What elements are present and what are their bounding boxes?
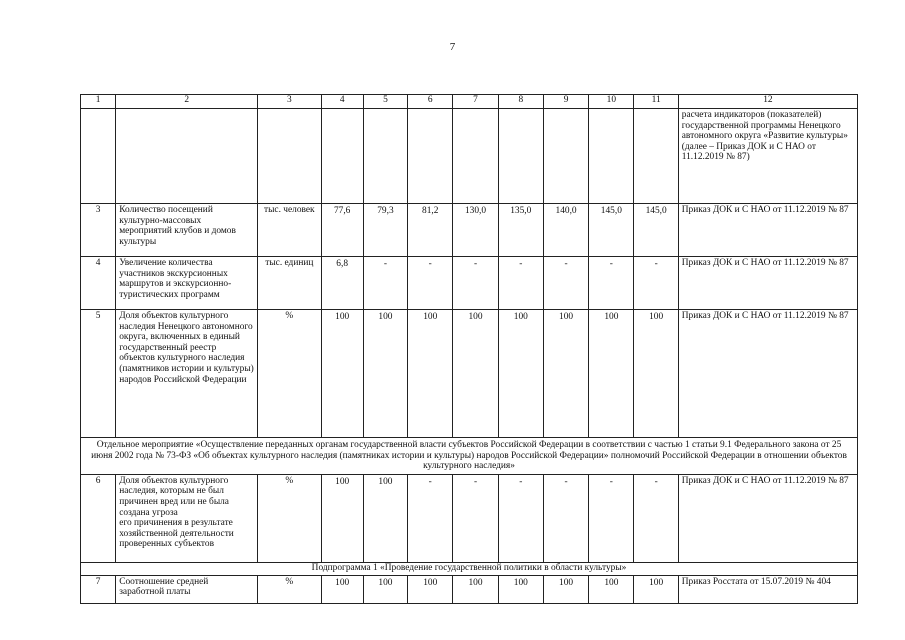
value-cell: 100 [408, 310, 453, 438]
section-row [81, 438, 858, 475]
value-cell: 100 [634, 575, 678, 603]
value-cell: - [634, 257, 678, 310]
value-cell: - [498, 257, 543, 310]
row-number: 4 [81, 257, 116, 310]
value-cell: - [589, 474, 634, 562]
indicator-name: Количество посещений культурно-массовых мероприятий клубов и домов культуры [116, 204, 258, 257]
column-header: 12 [678, 95, 857, 109]
empty-cell [453, 109, 498, 204]
value-cell: 100 [543, 310, 588, 438]
empty-cell [543, 109, 588, 204]
source-cell: Приказ ДОК и С НАО от 11.12.2019 № 87 [678, 204, 857, 257]
value-cell: 100 [498, 310, 543, 438]
empty-cell [321, 109, 363, 204]
column-header: 2 [116, 95, 258, 109]
value-cell: - [498, 474, 543, 562]
column-header: 10 [589, 95, 634, 109]
indicator-name: Доля объектов культурного наследия, которым не был причинен вред или не была создана угроза его причинения в результате хозяйственной деятельности проверенных субъектов [116, 474, 258, 562]
column-header: 8 [498, 95, 543, 109]
value-cell: 140,0 [543, 204, 588, 257]
source-cell: Приказ Росстата от 15.07.2019 № 404 [678, 575, 857, 603]
value-cell: - [453, 474, 498, 562]
empty-cell [634, 109, 678, 204]
table-row [81, 204, 858, 257]
value-cell: 100 [321, 474, 363, 562]
column-header: 1 [81, 95, 116, 109]
header-row [81, 95, 858, 109]
empty-cell [589, 109, 634, 204]
indicator-name: Соотношение средней заработной платы [116, 575, 258, 603]
unit-cell: тыс. единиц [258, 257, 321, 310]
source-cell: Приказ ДОК и С НАО от 11.12.2019 № 87 [678, 474, 857, 562]
value-cell: 100 [453, 310, 498, 438]
value-cell: 77,6 [321, 204, 363, 257]
table-row [81, 575, 858, 603]
column-header: 4 [321, 95, 363, 109]
value-cell: - [363, 257, 407, 310]
empty-cell [498, 109, 543, 204]
column-header: 6 [408, 95, 453, 109]
unit-cell: % [258, 575, 321, 603]
column-header: 7 [453, 95, 498, 109]
value-cell: - [408, 257, 453, 310]
table-row [81, 474, 858, 562]
value-cell: 100 [498, 575, 543, 603]
value-cell: 100 [321, 575, 363, 603]
table-row [81, 310, 858, 438]
value-cell: 100 [589, 575, 634, 603]
value-cell: 6,8 [321, 257, 363, 310]
value-cell: 100 [589, 310, 634, 438]
value-cell: 145,0 [589, 204, 634, 257]
value-cell: 100 [321, 310, 363, 438]
table-row [81, 257, 858, 310]
value-cell: 130,0 [453, 204, 498, 257]
value-cell: - [453, 257, 498, 310]
empty-cell [363, 109, 407, 204]
indicator-name: Доля объектов культурного наследия Ненецкого автономного округа, включенных в единый государственный реестр объектов культурного наследия (памятников истории и культуры) народов Российской Федерации [116, 310, 258, 438]
value-cell: - [634, 474, 678, 562]
value-cell: 100 [634, 310, 678, 438]
section-heading: Подпрограмма 1 «Проведение государственной политики в области культуры» [81, 562, 858, 575]
source-cell: Приказ ДОК и С НАО от 11.12.2019 № 87 [678, 310, 857, 438]
section-heading: Отдельное мероприятие «Осуществление переданных органам государственной власти субъектов Российской Федерации в соответствии с частью 1 статьи 9.1 Федерального закона от 25 июня 2002 года № 73-ФЗ «Об объектах культурного наследия (памятниках истории и культуры) народов Российской Федерации» полномочий Российской Федерации в отношении объектов культурного наследия» [81, 438, 858, 475]
indicators-table [80, 94, 858, 604]
page-number: 7 [449, 41, 456, 53]
value-cell: - [543, 474, 588, 562]
unit-cell: тыс. человек [258, 204, 321, 257]
row-number: 5 [81, 310, 116, 438]
indicator-name: Увеличение количества участников экскурсионных маршрутов и экскурсионно-туристических программ [116, 257, 258, 310]
value-cell: 79,3 [363, 204, 407, 257]
value-cell: 100 [453, 575, 498, 603]
value-cell: - [589, 257, 634, 310]
column-header: 5 [363, 95, 407, 109]
section-row [81, 562, 858, 575]
value-cell: - [543, 257, 588, 310]
value-cell: 100 [363, 474, 407, 562]
empty-cell [116, 109, 258, 204]
empty-cell [408, 109, 453, 204]
source-cell: Приказ ДОК и С НАО от 11.12.2019 № 87 [678, 257, 857, 310]
value-cell: 100 [363, 310, 407, 438]
table-row [81, 109, 858, 204]
unit-cell: % [258, 310, 321, 438]
value-cell: 100 [363, 575, 407, 603]
value-cell: 100 [543, 575, 588, 603]
value-cell: - [408, 474, 453, 562]
value-cell: 145,0 [634, 204, 678, 257]
row-number: 6 [81, 474, 116, 562]
empty-cell [258, 109, 321, 204]
column-header: 11 [634, 95, 678, 109]
row-number: 7 [81, 575, 116, 603]
value-cell: 135,0 [498, 204, 543, 257]
column-header: 9 [543, 95, 588, 109]
column-header: 3 [258, 95, 321, 109]
unit-cell: % [258, 474, 321, 562]
source-cell: расчета индикаторов (показателей) государственной программы Ненецкого автономного округа «Развитие культуры» (далее – Приказ ДОК и С НАО от 11.12.2019 № 87) [678, 109, 857, 204]
empty-cell [81, 109, 116, 204]
value-cell: 100 [408, 575, 453, 603]
value-cell: 81,2 [408, 204, 453, 257]
row-number: 3 [81, 204, 116, 257]
